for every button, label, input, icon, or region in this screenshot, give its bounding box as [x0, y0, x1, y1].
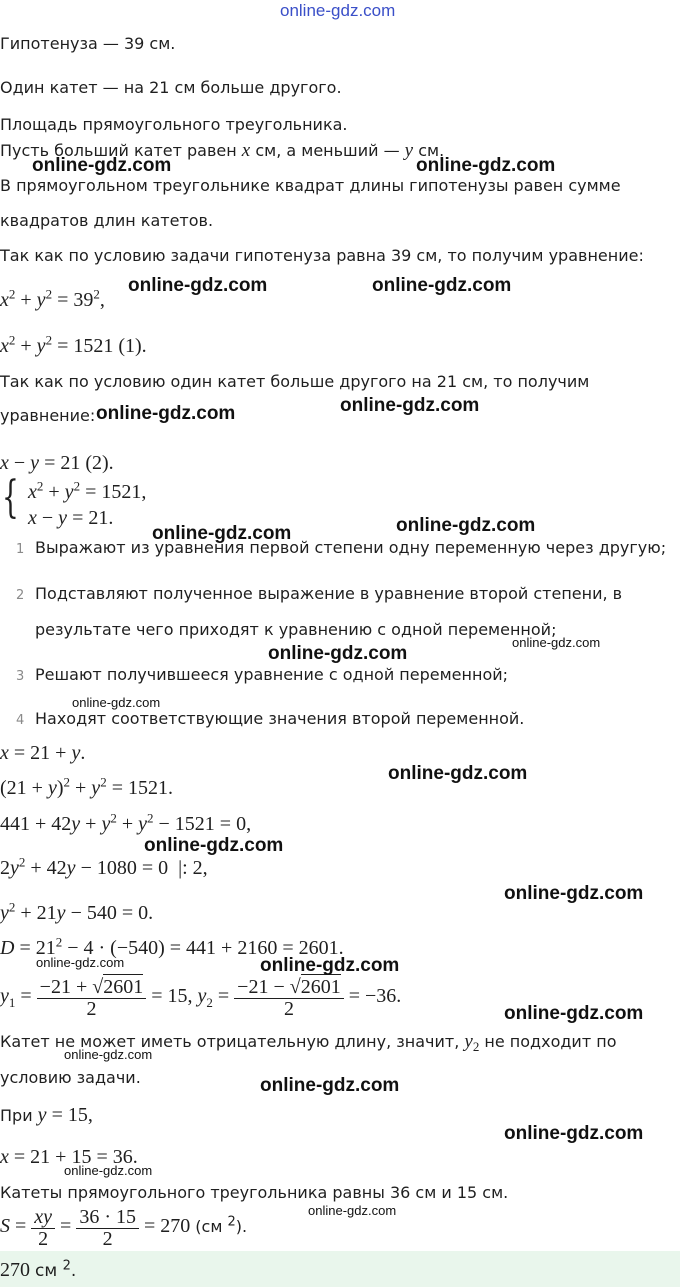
equation-label: уравнение:: [0, 406, 96, 425]
watermark-text: online-gdz.com: [504, 883, 644, 904]
system-brace: {: [2, 472, 19, 523]
negative-root-note-cont: условию задачи.: [0, 1068, 141, 1087]
watermark-text-small: online-gdz.com: [64, 1047, 153, 1062]
equation-substitution: $(21 + y)^2 + y^2 = 1521$.: [0, 774, 173, 799]
watermark-top: online-gdz.com: [280, 1, 396, 20]
equation-1: $x^2 + y^2 = 1521$ (1).: [0, 332, 147, 357]
watermark-text: online-gdz.com: [260, 955, 400, 976]
leg-difference-given: Один катет — на 21 см больше другого.: [0, 78, 342, 97]
watermark-text: online-gdz.com: [260, 1075, 400, 1096]
watermark-text: online-gdz.com: [396, 515, 536, 536]
step-2-cont: результате чего приходят к уравнению с одной переменной;: [35, 620, 557, 639]
let-legs-line: Пусть больший катет равен x см, а меньший — y см.: [0, 140, 445, 161]
watermark-text: online-gdz.com: [372, 275, 512, 296]
watermark-text-small: online-gdz.com: [512, 635, 601, 650]
step-3: 3 Решают получившееся уравнение с одной переменной;: [16, 665, 509, 684]
equation-roots: $y_1$ = $\frac{-21 + √2601}{2}$ = 15, $y_2$ = $\frac{-21 - √2601}{2}$ = −36.: [0, 976, 402, 1020]
watermark-text: online-gdz.com: [268, 643, 408, 664]
step-2: 2 Подставляют полученное выражение в уравнение второй степени, в: [16, 584, 623, 603]
legs-result-line: Катеты прямоугольного треугольника равны 36 см и 15 см.: [0, 1183, 509, 1202]
watermark-text: online-gdz.com: [96, 403, 236, 424]
answer-value: 270 см $^2$.: [0, 1258, 77, 1281]
watermark-text: online-gdz.com: [340, 395, 480, 416]
equation-x-value: x = 21 + 15 = 36.: [0, 1146, 138, 1168]
when-y-line: При y = 15,: [0, 1104, 93, 1126]
equation-pythagoras: $x^2 + y^2 = 39^2$,: [0, 286, 105, 311]
watermark-text: online-gdz.com: [152, 523, 292, 544]
watermark-text-small: online-gdz.com: [72, 695, 161, 710]
watermark-text-small: online-gdz.com: [308, 1203, 397, 1218]
hyp-condition-line: Так как по условию задачи гипотенуза равна 39 см, то получим уравнение:: [0, 246, 644, 265]
watermark-text-small: online-gdz.com: [64, 1163, 153, 1178]
watermark-text: online-gdz.com: [144, 835, 284, 856]
equation-expanded: $441 + 42y + y^2 + y^2 - 1521 = 0$,: [0, 810, 252, 835]
watermark-text: online-gdz.com: [504, 1003, 644, 1024]
system-equation-2: x − y = 21.: [28, 507, 114, 529]
watermark-text: online-gdz.com: [32, 155, 172, 176]
watermark-text: online-gdz.com: [128, 275, 268, 296]
pythagoras-line-2: квадратов длин катетов.: [0, 211, 214, 230]
watermark-text-small: online-gdz.com: [36, 955, 125, 970]
leg-condition-line: Так как по условию один катет больше другого на 21 см, то получим: [0, 372, 590, 391]
negative-root-note: Катет не может иметь отрицательную длину, значит, $y_2$ не подходит по: [0, 1031, 617, 1055]
step-4: 4 Находят соответствующие значения второй переменной.: [16, 709, 525, 728]
equation-area: S = $\frac{xy}{2}$ = $\frac{36 \cdot 15}{2}$ = 270 (см $^2$).: [0, 1206, 248, 1250]
equation-discriminant: $D = 21^2 - 4 \cdot (-540) = 441 + 2160 = 2601$.: [0, 934, 344, 959]
answer-box: [0, 1251, 680, 1287]
equation-2: x − y = 21 (2).: [0, 452, 114, 474]
watermark-text: online-gdz.com: [504, 1123, 644, 1144]
watermark-text: online-gdz.com: [416, 155, 556, 176]
system-equation-1: $x^2 + y^2 = 1521$,: [28, 478, 147, 503]
equation-x-expr: x = 21 + y.: [0, 742, 86, 764]
hypotenuse-given: Гипотенуза — 39 см.: [0, 34, 176, 53]
equation-simplified: $2y^2 + 42y - 1080 = 0$ |: 2,: [0, 854, 208, 879]
equation-quadratic: $y^2 + 21y - 540 = 0$.: [0, 899, 154, 924]
pythagoras-line-1: В прямоугольном треугольнике квадрат длины гипотенузы равен сумме: [0, 176, 621, 195]
watermark-text: online-gdz.com: [388, 763, 528, 784]
area-question: Площадь прямоугольного треугольника.: [0, 115, 348, 134]
step-1: 1 Выражают из уравнения первой степени одну переменную через другую;: [16, 538, 667, 557]
